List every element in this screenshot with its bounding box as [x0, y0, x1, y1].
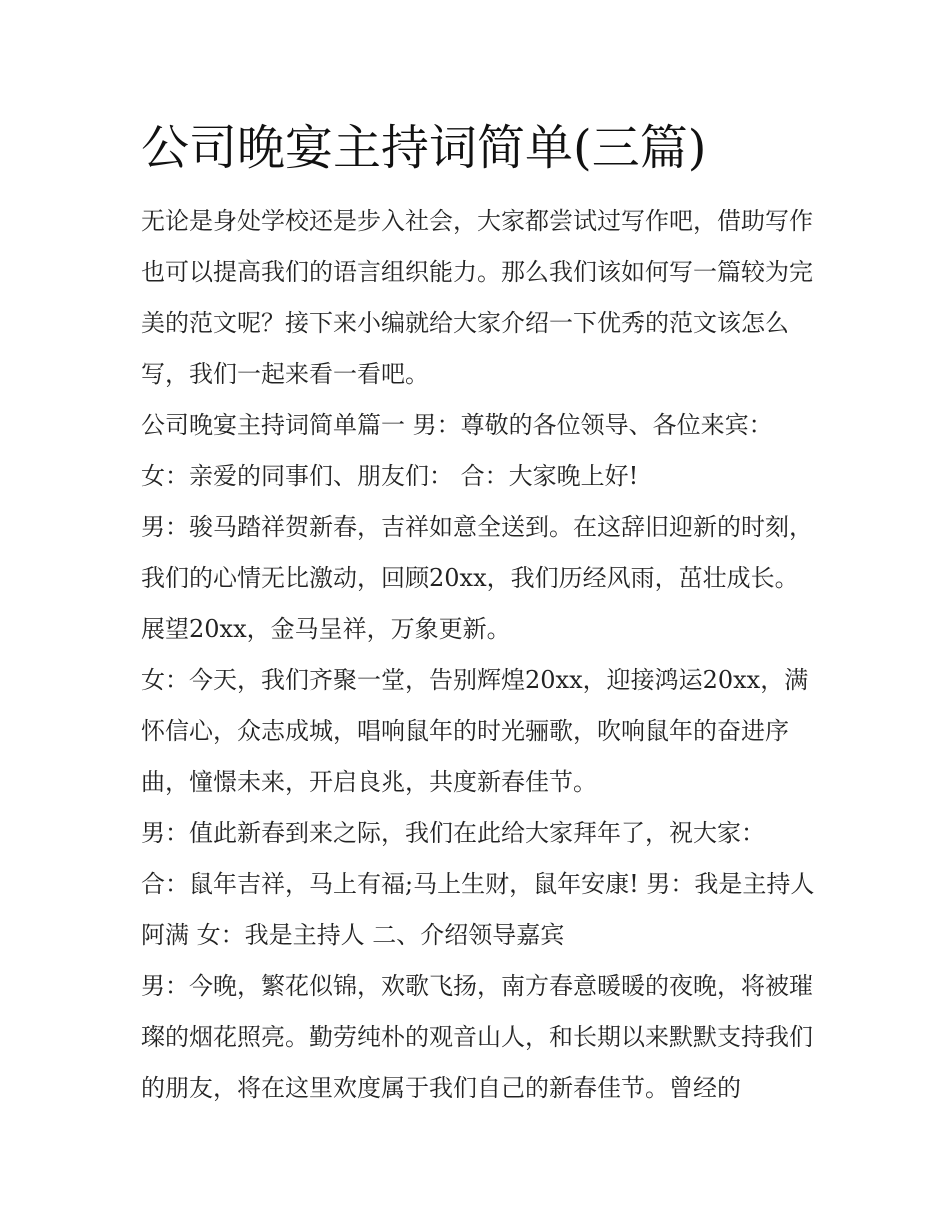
paragraph-opening: 公司晚宴主持词简单篇一 男：尊敬的各位领导、各位来宾： — [141, 411, 773, 439]
document-body — [141, 196, 821, 1114]
paragraph-together: 合：鼠年吉祥，马上有福;马上生财，鼠年安康! 男：我是主持人阿满 女：我是主持人 二、介绍领导嘉宾 — [141, 870, 815, 949]
paragraph-greeting: 女：亲爱的同事们、朋友们： 合：大家晚上好! — [141, 462, 639, 490]
paragraph-male-2: 男：值此新春到来之际，我们在此给大家拜年了，祝大家： — [141, 819, 765, 847]
paragraph-male-1: 男：骏马踏祥贺新春，吉祥如意全送到。在这辞旧迎新的时刻，我们的心情无比激动，回顾20xx，我们历经风雨，茁壮成长。展望20xx，金马呈祥，万象更新。 — [141, 513, 813, 643]
document-title: 公司晚宴主持词简单(三篇) — [141, 120, 707, 176]
paragraph-intro: 无论是身处学校还是步入社会，大家都尝试过写作吧，借助写作也可以提高我们的语言组织能力。那么我们该如何写一篇较为完美的范文呢？接下来小编就给大家介绍一下优秀的范文该怎么写，我们一起来看一看吧。 — [141, 207, 813, 388]
paragraph-female-1: 女：今天，我们齐聚一堂，告别辉煌20xx，迎接鸿运20xx，满怀信心，众志成城，唱响鼠年的时光骊歌，吹响鼠年的奋进序曲，憧憬未来，开启良兆，共度新春佳节。 — [141, 666, 809, 796]
paragraph-male-3: 男：今晚，繁花似锦，欢歌飞扬，南方春意暖暖的夜晚，将被璀璨的烟花照亮。勤劳纯朴的观音山人，和长期以来默默支持我们的朋友，将在这里欢度属于我们自己的新春佳节。曾经的 — [141, 972, 813, 1102]
